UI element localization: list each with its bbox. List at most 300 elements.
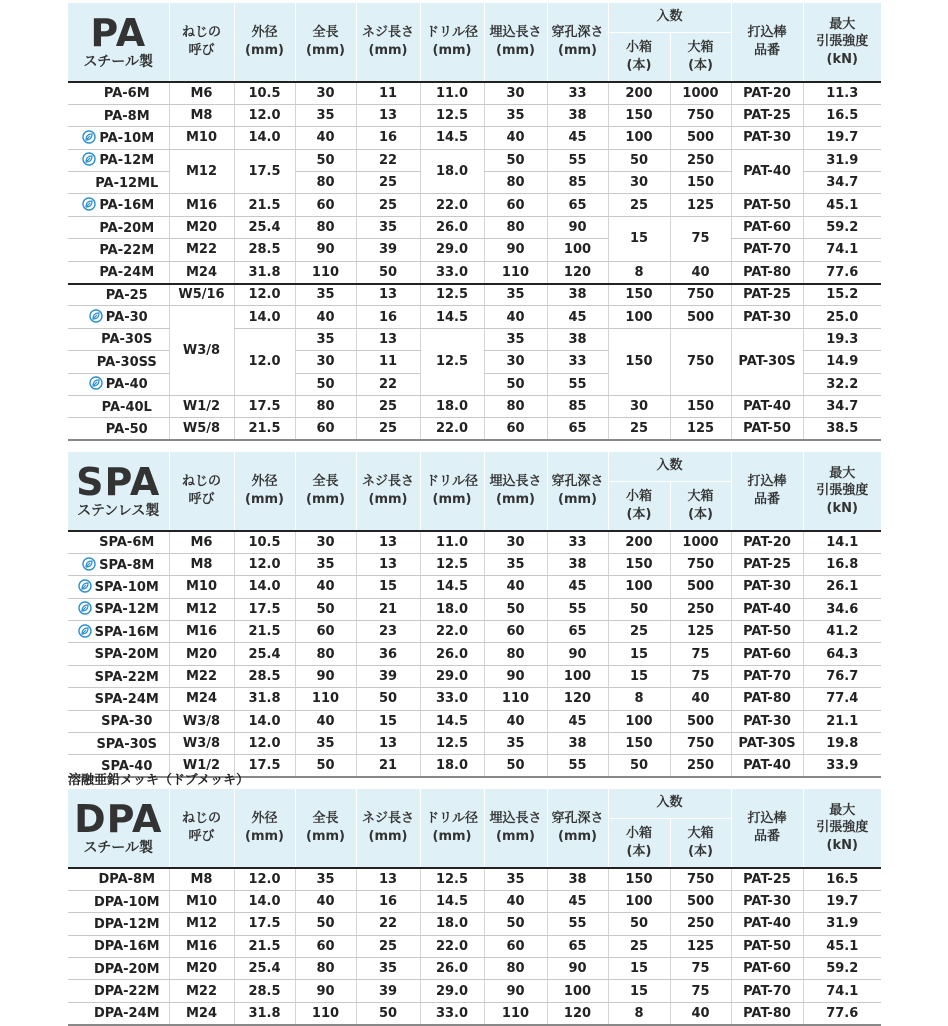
model-cell (68, 980, 169, 1002)
table-cell (670, 395, 731, 417)
table-cell (484, 621, 547, 643)
table-body (68, 868, 881, 1025)
table-cell (484, 149, 547, 171)
table-cell (420, 531, 484, 553)
cell-value: W5/16 (178, 287, 225, 303)
table-cell (731, 418, 803, 440)
model-cell (68, 710, 169, 732)
cell-value: 10.5 (248, 85, 281, 101)
table-cell (356, 418, 420, 440)
table-cell (608, 261, 670, 283)
cell-value: 21.5 (248, 197, 281, 213)
table-header (68, 452, 881, 531)
model-number: PA-50 (105, 421, 148, 437)
model-number: PA-6M (103, 86, 150, 102)
table-cell (169, 261, 234, 283)
cell-value: 33 (568, 534, 587, 550)
cell-value: 64.3 (826, 646, 859, 662)
table-cell (295, 980, 356, 1002)
table-cell (356, 958, 420, 980)
cell-value: 80 (316, 220, 335, 236)
table-cell (547, 104, 608, 126)
cell-value: 250 (686, 601, 715, 617)
cell-value: 19.7 (826, 130, 859, 146)
col-small-box: 小箱 (本) (608, 481, 670, 531)
cell-value: 500 (686, 309, 715, 325)
cell-value: 26.0 (435, 646, 469, 662)
cell-value: 750 (686, 354, 715, 370)
table-cell (484, 261, 547, 283)
table-cell (484, 868, 547, 890)
table-cell (295, 351, 356, 373)
cell-value: M24 (185, 264, 218, 280)
cell-value: 100 (625, 130, 653, 146)
table-cell (547, 755, 608, 777)
eco-leaf-icon (78, 579, 92, 593)
table-cell (356, 531, 420, 553)
table-cell (420, 216, 484, 238)
table-cell (234, 284, 295, 306)
cell-value: 250 (686, 152, 715, 168)
cell-value: 17.5 (248, 399, 281, 415)
table-cell (803, 172, 881, 194)
cell-value: 110 (501, 264, 530, 280)
cell-value: 50 (378, 264, 398, 280)
cell-value: 18.0 (435, 916, 469, 932)
cell-value: 12.5 (435, 287, 469, 303)
table-cell (169, 194, 234, 216)
table-cell (547, 1002, 608, 1024)
model-cell (68, 621, 169, 643)
cell-value: 35 (506, 871, 525, 887)
table-cell (547, 553, 608, 575)
table-row (68, 980, 881, 1002)
col-total-length: 全長 (mm) (295, 3, 356, 82)
table-cell (731, 958, 803, 980)
model-number: SPA-12M (94, 602, 159, 618)
table-cell (356, 935, 420, 957)
table-cell (484, 890, 547, 912)
cell-value: 55 (568, 152, 587, 168)
table-cell (608, 127, 670, 149)
model-cell (68, 913, 169, 935)
table-body (68, 82, 881, 440)
cell-value: 16 (378, 309, 398, 325)
cell-value: 8 (634, 1005, 644, 1021)
table-cell (484, 913, 547, 935)
brand-material: ステンレス製 (77, 503, 160, 520)
cell-value: 85 (568, 399, 587, 415)
table-cell (295, 82, 356, 104)
table-cell (356, 913, 420, 935)
cell-value: 50 (316, 376, 335, 392)
cell-value: 90 (568, 646, 587, 662)
cell-value: 18.0 (435, 164, 469, 180)
col-thread-length: ネジ長さ (mm) (356, 789, 420, 868)
cell-value: PAT-40 (743, 164, 791, 180)
table-cell (670, 688, 731, 710)
cell-value: PAT-80 (743, 264, 791, 280)
table-cell (484, 306, 547, 328)
table-cell (484, 351, 547, 373)
table-cell (169, 531, 234, 553)
table-cell (803, 82, 881, 104)
cell-value: 90 (506, 669, 525, 685)
table-cell (356, 621, 420, 643)
cell-value: PAT-70 (743, 983, 791, 999)
table-cell (234, 531, 295, 553)
table-cell (731, 261, 803, 283)
table-cell (169, 890, 234, 912)
table-cell (547, 576, 608, 598)
cell-value: 500 (686, 579, 715, 595)
cell-value: 29.0 (435, 242, 469, 258)
table-cell (547, 980, 608, 1002)
cell-value: 12.0 (248, 287, 281, 303)
cell-value: 40 (506, 309, 525, 325)
table-header (68, 3, 881, 82)
cell-value: M6 (190, 534, 213, 550)
model-number: SPA-22M (94, 669, 159, 685)
model-cell (68, 194, 169, 216)
cell-value: 29.0 (435, 669, 469, 685)
table-cell (169, 665, 234, 687)
cell-value: 45 (568, 309, 587, 325)
table-cell (234, 576, 295, 598)
cell-value: 50 (316, 601, 335, 617)
eco-leaf-icon (82, 152, 96, 166)
table-cell (295, 576, 356, 598)
table-cell (547, 351, 608, 373)
cell-value: 10.5 (248, 534, 281, 550)
table-cell (295, 553, 356, 575)
col-drill-diameter: ドリル径 (mm) (420, 3, 484, 82)
table-cell (608, 913, 670, 935)
cell-value: 14.0 (248, 894, 281, 910)
cell-value: 40 (316, 309, 335, 325)
cell-value: 100 (625, 309, 653, 325)
table-cell (803, 328, 881, 350)
model-number: SPA-30 (101, 714, 153, 730)
table-cell (169, 576, 234, 598)
pa-spec-table (68, 3, 881, 441)
cell-value: M10 (185, 894, 218, 910)
cell-value: 30 (629, 175, 649, 191)
table-cell (547, 373, 608, 395)
cell-value: PAT-70 (743, 242, 791, 258)
cell-value: 21 (378, 758, 398, 774)
table-cell (169, 418, 234, 440)
table-cell (420, 868, 484, 890)
table-row (68, 216, 881, 238)
table-cell (731, 306, 803, 328)
table-cell (234, 913, 295, 935)
table-cell (169, 82, 234, 104)
table-cell (484, 82, 547, 104)
cell-value: 40 (506, 713, 525, 729)
cell-value: PAT-20 (743, 85, 791, 101)
model-cell (68, 306, 169, 328)
table-cell (234, 261, 295, 283)
table-cell (356, 373, 420, 395)
cell-value: PAT-25 (743, 557, 791, 573)
table-cell (670, 710, 731, 732)
table-cell (803, 733, 881, 755)
table-cell (547, 890, 608, 912)
cell-value: 110 (311, 264, 340, 280)
table-cell (295, 306, 356, 328)
table-cell (295, 733, 356, 755)
col-outer-diameter: 外径 (mm) (234, 3, 295, 82)
table-cell (295, 621, 356, 643)
header-row (68, 3, 881, 32)
cell-value: 25.4 (248, 220, 281, 236)
table-cell (803, 104, 881, 126)
table-cell (234, 688, 295, 710)
cell-value: 750 (686, 736, 715, 752)
cell-value: 15 (629, 983, 649, 999)
table-cell (295, 710, 356, 732)
brand-material: スチール製 (83, 54, 153, 71)
cell-value: M16 (185, 624, 218, 640)
table-cell (484, 531, 547, 553)
table-cell (608, 935, 670, 957)
cell-value: 19.3 (826, 331, 859, 347)
table-cell (484, 958, 547, 980)
model-number: PA-30 (105, 310, 148, 326)
cell-value: 25 (378, 938, 398, 954)
cell-value: 12.5 (435, 557, 469, 573)
table-cell (803, 868, 881, 890)
table-cell (234, 890, 295, 912)
table-cell (169, 980, 234, 1002)
table-cell (547, 868, 608, 890)
table-cell (484, 395, 547, 417)
cell-value: 15 (629, 231, 649, 247)
cell-value: PAT-40 (743, 601, 791, 617)
cell-value: 100 (625, 894, 653, 910)
table-cell (356, 328, 420, 350)
table-cell (670, 306, 731, 328)
cell-value: PAT-70 (743, 669, 791, 685)
cell-value: M12 (185, 164, 218, 180)
cell-value: 30 (506, 354, 525, 370)
table-cell (670, 194, 731, 216)
table-cell (803, 284, 881, 306)
model-number: SPA-30S (96, 736, 158, 752)
table-cell (295, 328, 356, 350)
table-cell (234, 733, 295, 755)
cell-value: 19.7 (826, 894, 859, 910)
table-cell (608, 576, 670, 598)
table-cell (803, 149, 881, 171)
col-max-tensile-strength: 最大 引張強度 (kN) (803, 452, 881, 531)
cell-value: 15 (629, 646, 649, 662)
cell-value: 50 (629, 601, 649, 617)
cell-value: 22 (378, 376, 398, 392)
table-cell (234, 621, 295, 643)
cell-value: 90 (506, 242, 525, 258)
spa-spec-table (68, 452, 881, 778)
cell-value: 17.5 (248, 164, 281, 180)
cell-value: 50 (506, 916, 525, 932)
cell-value: W3/8 (182, 343, 221, 359)
table-cell (234, 82, 295, 104)
cell-value: 38 (568, 557, 587, 573)
cell-value: 26.0 (435, 961, 469, 977)
cell-value: 34.6 (826, 601, 859, 617)
cell-value: 14.0 (248, 713, 281, 729)
table-row (68, 395, 881, 417)
table-cell (608, 621, 670, 643)
table-cell (169, 239, 234, 261)
col-max-tensile-strength: 最大 引張強度 (kN) (803, 789, 881, 868)
cell-value: 150 (625, 736, 653, 752)
table-cell (356, 688, 420, 710)
table-cell (356, 710, 420, 732)
cell-value: 14.5 (435, 894, 469, 910)
table-cell (295, 216, 356, 238)
table-row (68, 418, 881, 440)
cell-value: 21.5 (248, 938, 281, 954)
cell-value: 100 (563, 983, 592, 999)
table-cell (803, 958, 881, 980)
table-row (68, 284, 881, 306)
table-cell (420, 82, 484, 104)
table-cell (803, 306, 881, 328)
model-cell (68, 688, 169, 710)
cell-value: 40 (691, 1005, 710, 1021)
model-cell (68, 351, 169, 373)
cell-value: PAT-50 (743, 938, 791, 954)
table-cell (234, 306, 295, 328)
cell-value: 40 (506, 579, 525, 595)
table-cell (295, 261, 356, 283)
table-cell (670, 643, 731, 665)
cell-value: 25 (629, 938, 649, 954)
table-cell (169, 688, 234, 710)
model-cell (68, 328, 169, 350)
table-cell (547, 733, 608, 755)
table-cell (169, 710, 234, 732)
table-cell (356, 127, 420, 149)
cell-value: 13 (378, 736, 398, 752)
cell-value: 77.6 (826, 1005, 859, 1021)
cell-value: 50 (506, 152, 525, 168)
table-cell (803, 418, 881, 440)
col-total-length: 全長 (mm) (295, 452, 356, 531)
table-cell (420, 733, 484, 755)
table-cell (169, 643, 234, 665)
table-cell (356, 104, 420, 126)
model-number: PA-24M (99, 265, 155, 281)
model-cell (68, 1002, 169, 1024)
table-cell (803, 351, 881, 373)
table-row (68, 688, 881, 710)
cell-value: PAT-25 (743, 871, 791, 887)
table-cell (295, 104, 356, 126)
cell-value: 14.5 (435, 309, 469, 325)
cell-value: 76.7 (826, 669, 859, 685)
cell-value: M24 (185, 1005, 218, 1021)
table-cell (803, 913, 881, 935)
header-row (68, 452, 881, 481)
brand-cell (68, 789, 169, 868)
cell-value: M10 (185, 579, 218, 595)
table-cell (356, 868, 420, 890)
cell-value: 90 (316, 242, 335, 258)
cell-value: PAT-50 (743, 624, 791, 640)
table-cell (234, 216, 295, 238)
table-cell (608, 890, 670, 912)
table-cell (803, 755, 881, 777)
table-cell (803, 935, 881, 957)
table-cell (356, 82, 420, 104)
cell-value: 38 (568, 871, 587, 887)
table-cell (608, 598, 670, 620)
cell-value: PAT-30 (743, 713, 791, 729)
model-number: DPA-10M (93, 894, 160, 910)
model-number: PA-30SS (96, 354, 157, 370)
cell-value: 75 (691, 961, 710, 977)
table-row (68, 576, 881, 598)
table-cell (295, 688, 356, 710)
table-cell (234, 395, 295, 417)
cell-value: PAT-40 (743, 758, 791, 774)
table-row (68, 82, 881, 104)
table-row (68, 868, 881, 890)
table-cell (420, 194, 484, 216)
table-cell (234, 194, 295, 216)
cell-value: M8 (190, 871, 213, 887)
table-cell (169, 621, 234, 643)
table-cell (420, 395, 484, 417)
table-cell (608, 665, 670, 687)
cell-value: 80 (316, 646, 335, 662)
cell-value: PAT-20 (743, 534, 791, 550)
cell-value: 14.0 (248, 309, 281, 325)
table-cell (731, 284, 803, 306)
cell-value: M8 (190, 557, 213, 573)
model-number: PA-40 (105, 377, 148, 393)
cell-value: 11 (378, 85, 398, 101)
table-cell (670, 284, 731, 306)
table-row (68, 1002, 881, 1024)
table-cell (731, 935, 803, 957)
table-cell (420, 890, 484, 912)
cell-value: 14.0 (248, 130, 281, 146)
cell-value: M10 (185, 130, 218, 146)
cell-value: 31.8 (248, 691, 281, 707)
table-cell (547, 306, 608, 328)
col-large-box: 大箱 (本) (670, 481, 731, 531)
table-cell (234, 643, 295, 665)
table-cell (295, 239, 356, 261)
cell-value: PAT-50 (743, 421, 791, 437)
table-cell (608, 149, 670, 171)
col-hole-depth: 穿孔深さ (mm) (547, 452, 608, 531)
table-cell (356, 306, 420, 328)
cell-value: M8 (190, 108, 213, 124)
table-cell (608, 980, 670, 1002)
cell-value: 34.7 (826, 175, 859, 191)
table-cell (420, 306, 484, 328)
cell-value: 50 (506, 376, 525, 392)
table-row (68, 935, 881, 957)
table-cell (420, 621, 484, 643)
table-cell (295, 395, 356, 417)
cell-value: 17.5 (248, 916, 281, 932)
